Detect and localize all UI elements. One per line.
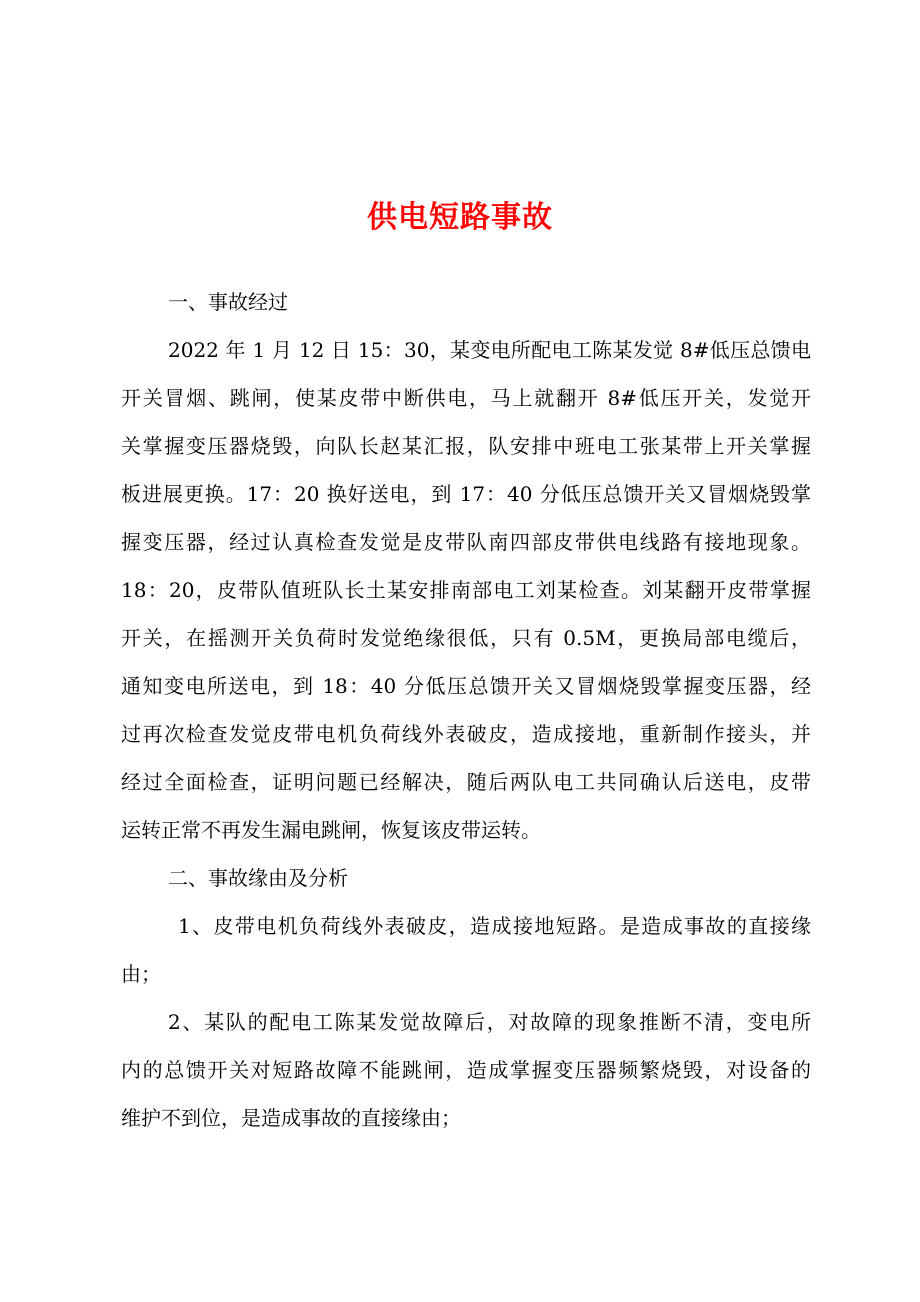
paragraph-line: 18：20，皮带队值班队长土某安排南部电工刘某检查。刘某翻开皮带掌握 <box>121 578 811 602</box>
paragraph-line: 关掌握变压器烧毁，向队长赵某汇报，队安排中班电工张某带上开关掌握 <box>121 434 811 458</box>
section-heading-cause-analysis: 二、事故缘由及分析 <box>168 866 348 890</box>
paragraph-line: 过再次检查发觉皮带电机负荷线外表破皮，造成接地，重新制作接头，并 <box>121 722 811 746</box>
paragraph-line: 经过全面检查，证明问题已经解决，随后两队电工共同确认后送电，皮带 <box>121 770 811 794</box>
paragraph-line: 握变压器，经过认真检查发觉是皮带队南四部皮带供电线路有接地现象。 <box>121 530 811 554</box>
section-heading-accident-process: 一、事故经过 <box>168 290 288 314</box>
paragraph-cause-item-2 <box>121 998 811 1142</box>
paragraph-line: 由； <box>121 962 161 986</box>
document-body <box>121 278 811 1142</box>
paragraph-line: 开关，在摇测开关负荷时发觉绝缘很低，只有 0.5M，更换局部电缆后， <box>121 626 811 650</box>
paragraph-cause-item-1 <box>121 902 811 998</box>
paragraph-line: 板进展更换。17：20 换好送电，到 17：40 分低压总馈开关又冒烟烧毁掌 <box>121 482 811 506</box>
paragraph-accident-process <box>121 326 811 854</box>
paragraph-line: 2022 年 1 月 12 日 15：30，某变电所配电工陈某发觉 8#低压总馈电 <box>168 338 811 362</box>
document-title: 供电短路事故 <box>367 200 553 235</box>
paragraph-line: 1、皮带电机负荷线外表破皮，造成接地短路。是造成事故的直接缘 <box>178 914 811 938</box>
paragraph-line: 开关冒烟、跳闸，使某皮带中断供电，马上就翻开 8#低压开关，发觉开 <box>121 386 811 410</box>
paragraph-line: 维护不到位，是造成事故的直接缘由； <box>121 1106 461 1130</box>
paragraph-line: 内的总馈开关对短路故障不能跳闸，造成掌握变压器频繁烧毁，对设备的 <box>121 1058 811 1082</box>
paragraph-line: 通知变电所送电，到 18：40 分低压总馈开关又冒烟烧毁掌握变压器，经 <box>121 674 811 698</box>
paragraph-line: 2、某队的配电工陈某发觉故障后，对故障的现象推断不清，变电所 <box>168 1010 811 1034</box>
paragraph-line: 运转正常不再发生漏电跳闸，恢复该皮带运转。 <box>121 818 541 842</box>
